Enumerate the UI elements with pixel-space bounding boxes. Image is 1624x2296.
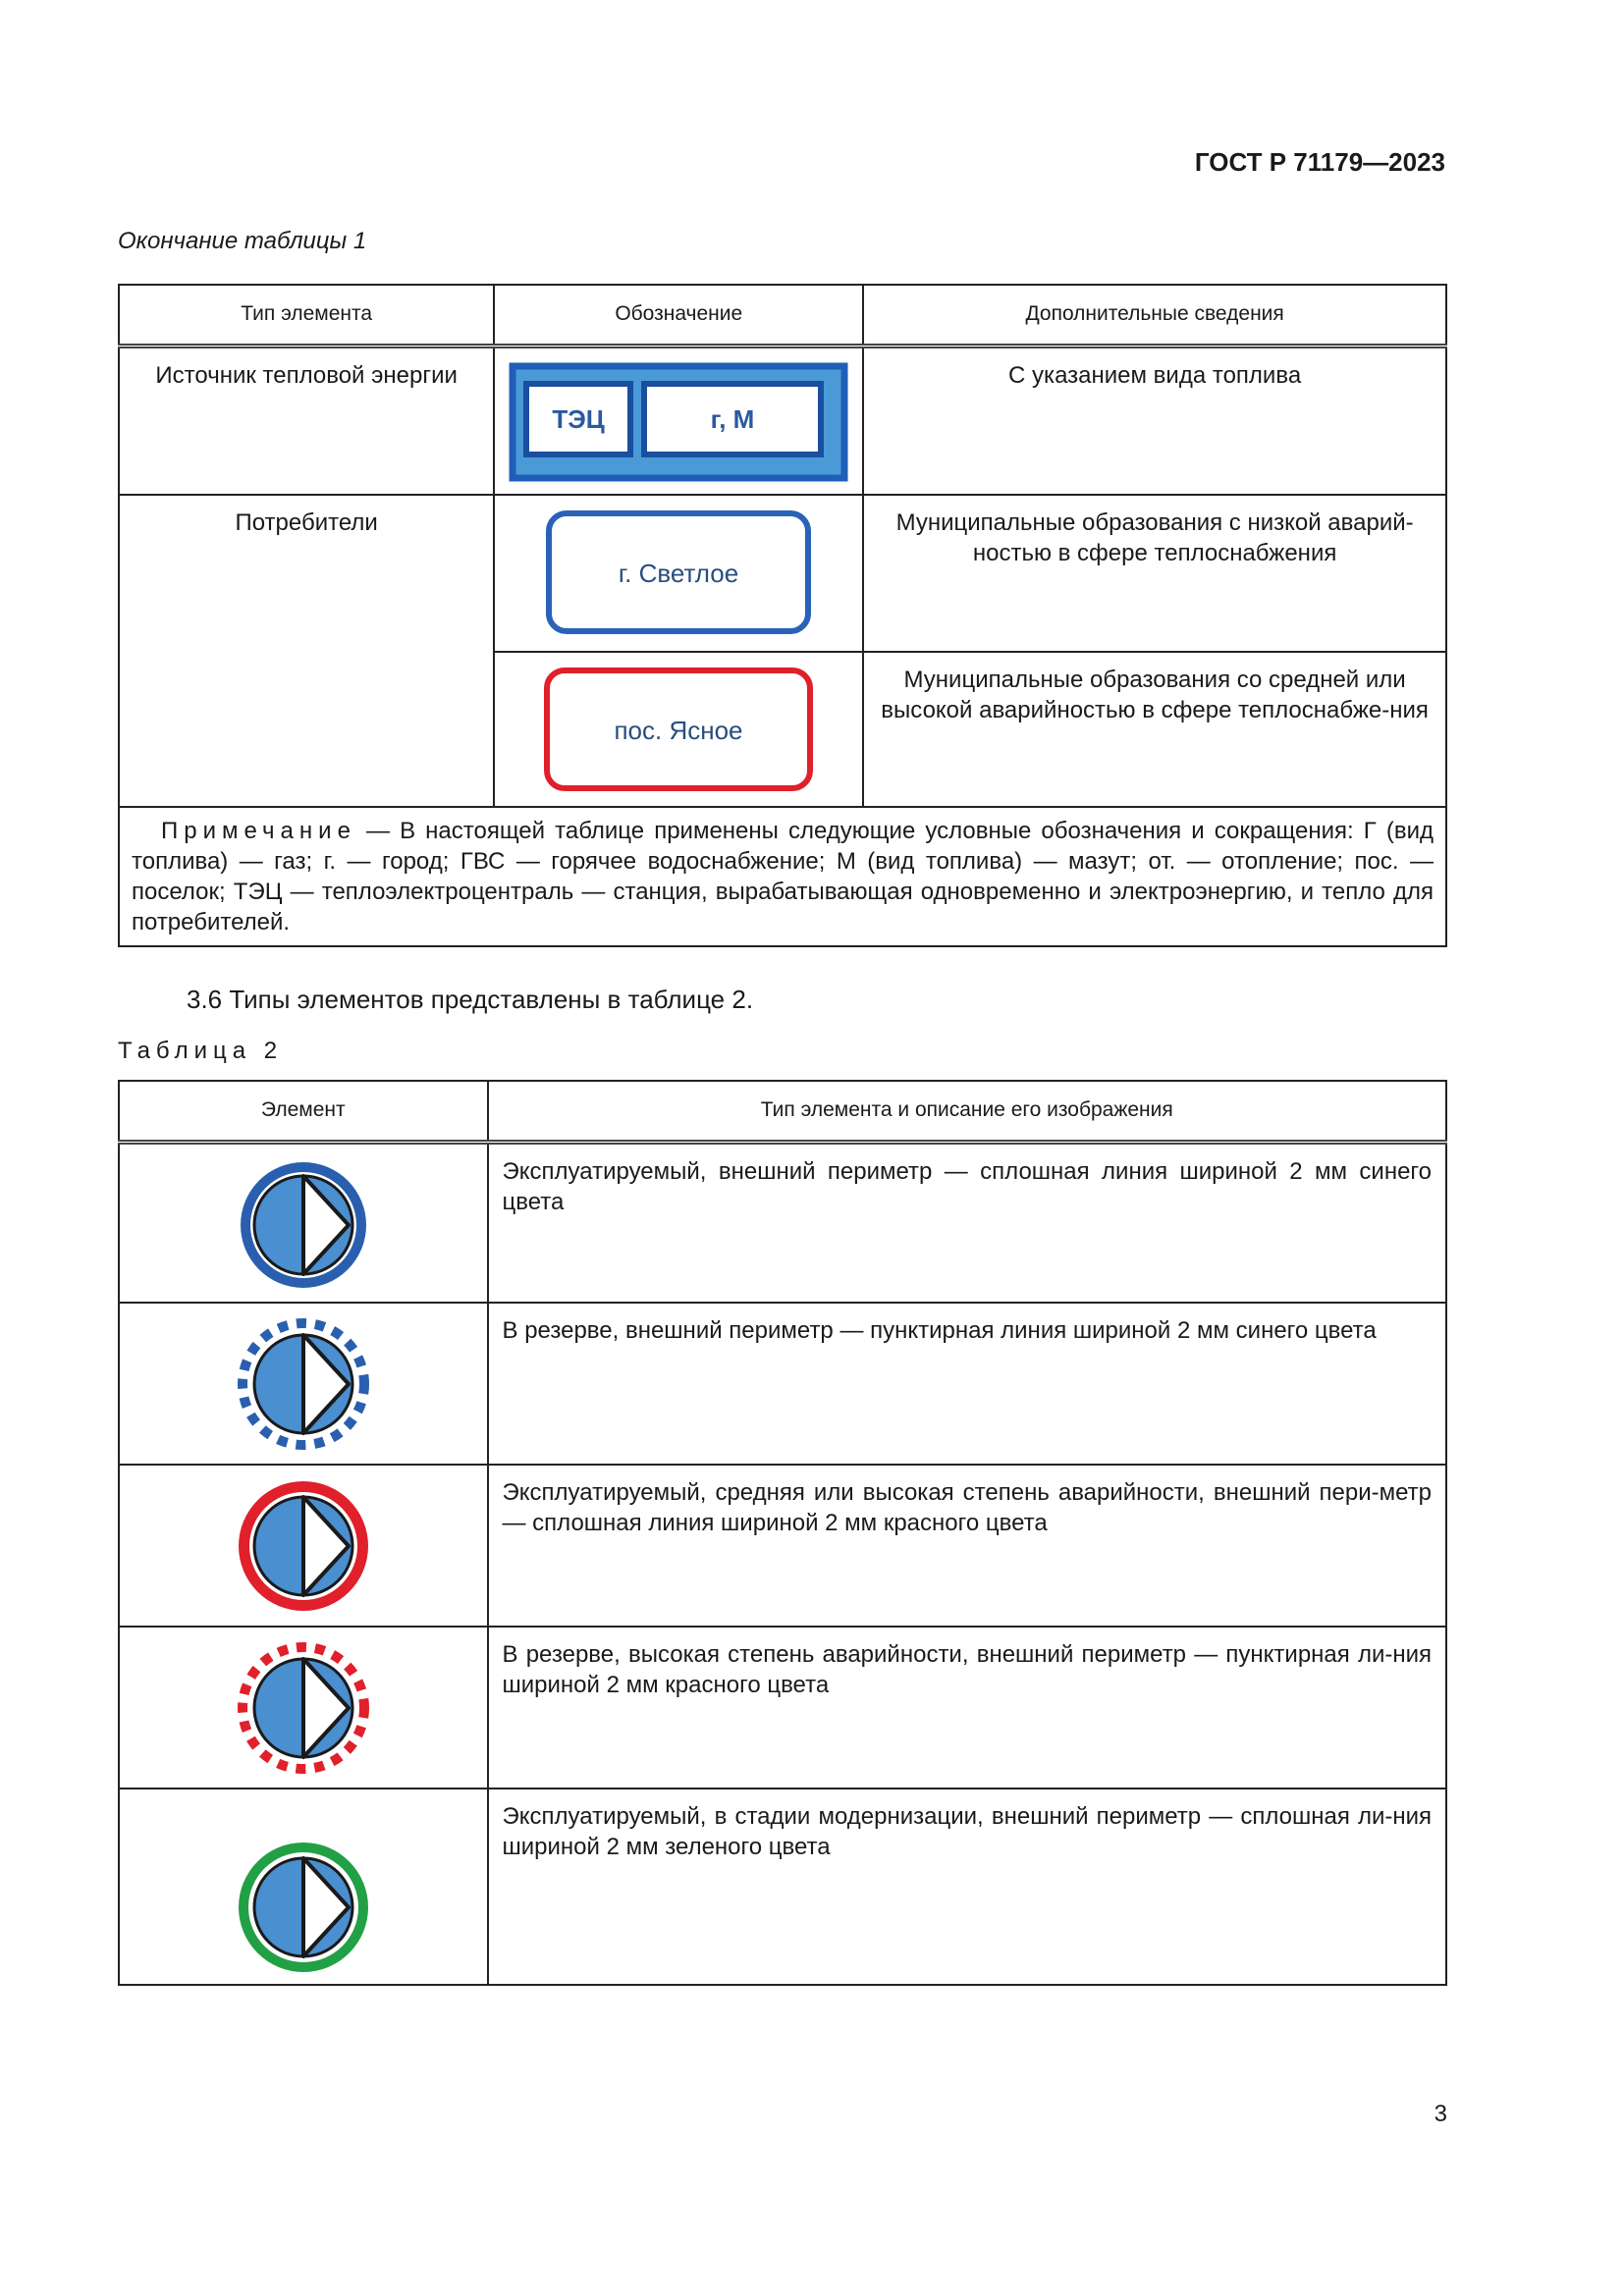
row-heat-source-info: С указанием вида топлива	[863, 346, 1446, 495]
standard-header: ГОСТ Р 71179—2023	[1194, 147, 1445, 177]
desc-row-1: Эксплуатируемый, внешний периметр — сплошная линия шириной 2 мм синего цвета	[488, 1142, 1446, 1303]
row-heat-source-type: Источник тепловой энергии	[119, 346, 494, 495]
fuel-label: г, М	[710, 403, 755, 434]
section-paragraph: 3.6 Типы элементов представлены в таблице 2.	[187, 985, 754, 1014]
table2	[118, 1080, 1447, 1986]
row-consumers-low-info: Муниципальные образования с низкой аварий-ностью в сфере теплоснабжения	[863, 495, 1446, 652]
desc-row-4: В резерве, высокая степень аварийности, внешний периметр — пунктирная ли-ния шириной 2 мм красного цвета	[488, 1627, 1446, 1789]
consumer-high-symbol	[494, 652, 863, 807]
consumer-low-symbol	[494, 495, 863, 652]
consumer-high-label: пос. Ясное	[614, 716, 743, 745]
tec-label: ТЭЦ	[552, 403, 605, 434]
desc-row-5: Эксплуатируемый, в стадии модернизации, внешний периметр — сплошная ли-ния шириной 2 мм зеленого цвета	[488, 1789, 1446, 1985]
note-text: — В настоящей таблице применены следующие условные обозначения и сокращения: Г (вид топлива) — газ; г. — город; ГВС — горячее водоснабжение; М (вид топлива) — мазут; от. — отопление; пос. — поселок; ТЭЦ — теплоэлектроцентраль — станция, вырабатывающая одновременно и электроэнергию, и тепло для потребителей.	[132, 818, 1434, 935]
col-header-type: Тип элемента	[119, 285, 494, 346]
page-number: 3	[1434, 2101, 1447, 2127]
col-header-info: Дополнительные сведения	[863, 285, 1446, 346]
row-consumers-type: Потребители	[119, 495, 494, 807]
element-icon-blue-solid	[119, 1142, 488, 1303]
element-icon-red-solid	[119, 1465, 488, 1627]
note-label: Примечание	[161, 818, 356, 844]
desc-row-2: В резерве, внешний периметр — пунктирная линия шириной 2 мм синего цвета	[488, 1303, 1446, 1465]
col-header-description: Тип элемента и описание его изображения	[488, 1081, 1446, 1142]
table1-note	[119, 807, 1446, 946]
table1	[118, 284, 1447, 947]
col-header-designation: Обозначение	[494, 285, 863, 346]
table1-caption: Окончание таблицы 1	[118, 228, 367, 254]
consumer-low-label: г. Светлое	[619, 559, 739, 588]
desc-row-3: Эксплуатируемый, средняя или высокая степень аварийности, внешний пери-метр — сплошная линия шириной 2 мм красного цвета	[488, 1465, 1446, 1627]
element-icon-green-solid	[119, 1789, 488, 1985]
table2-caption: Таблица 2	[118, 1038, 284, 1064]
element-icon-red-dashed	[119, 1627, 488, 1789]
heat-source-symbol	[494, 346, 863, 495]
element-icon-blue-dashed	[119, 1303, 488, 1465]
row-consumers-high-info: Муниципальные образования со средней или высокой аварийностью в сфере теплоснабже-ния	[863, 652, 1446, 807]
col-header-element: Элемент	[119, 1081, 488, 1142]
